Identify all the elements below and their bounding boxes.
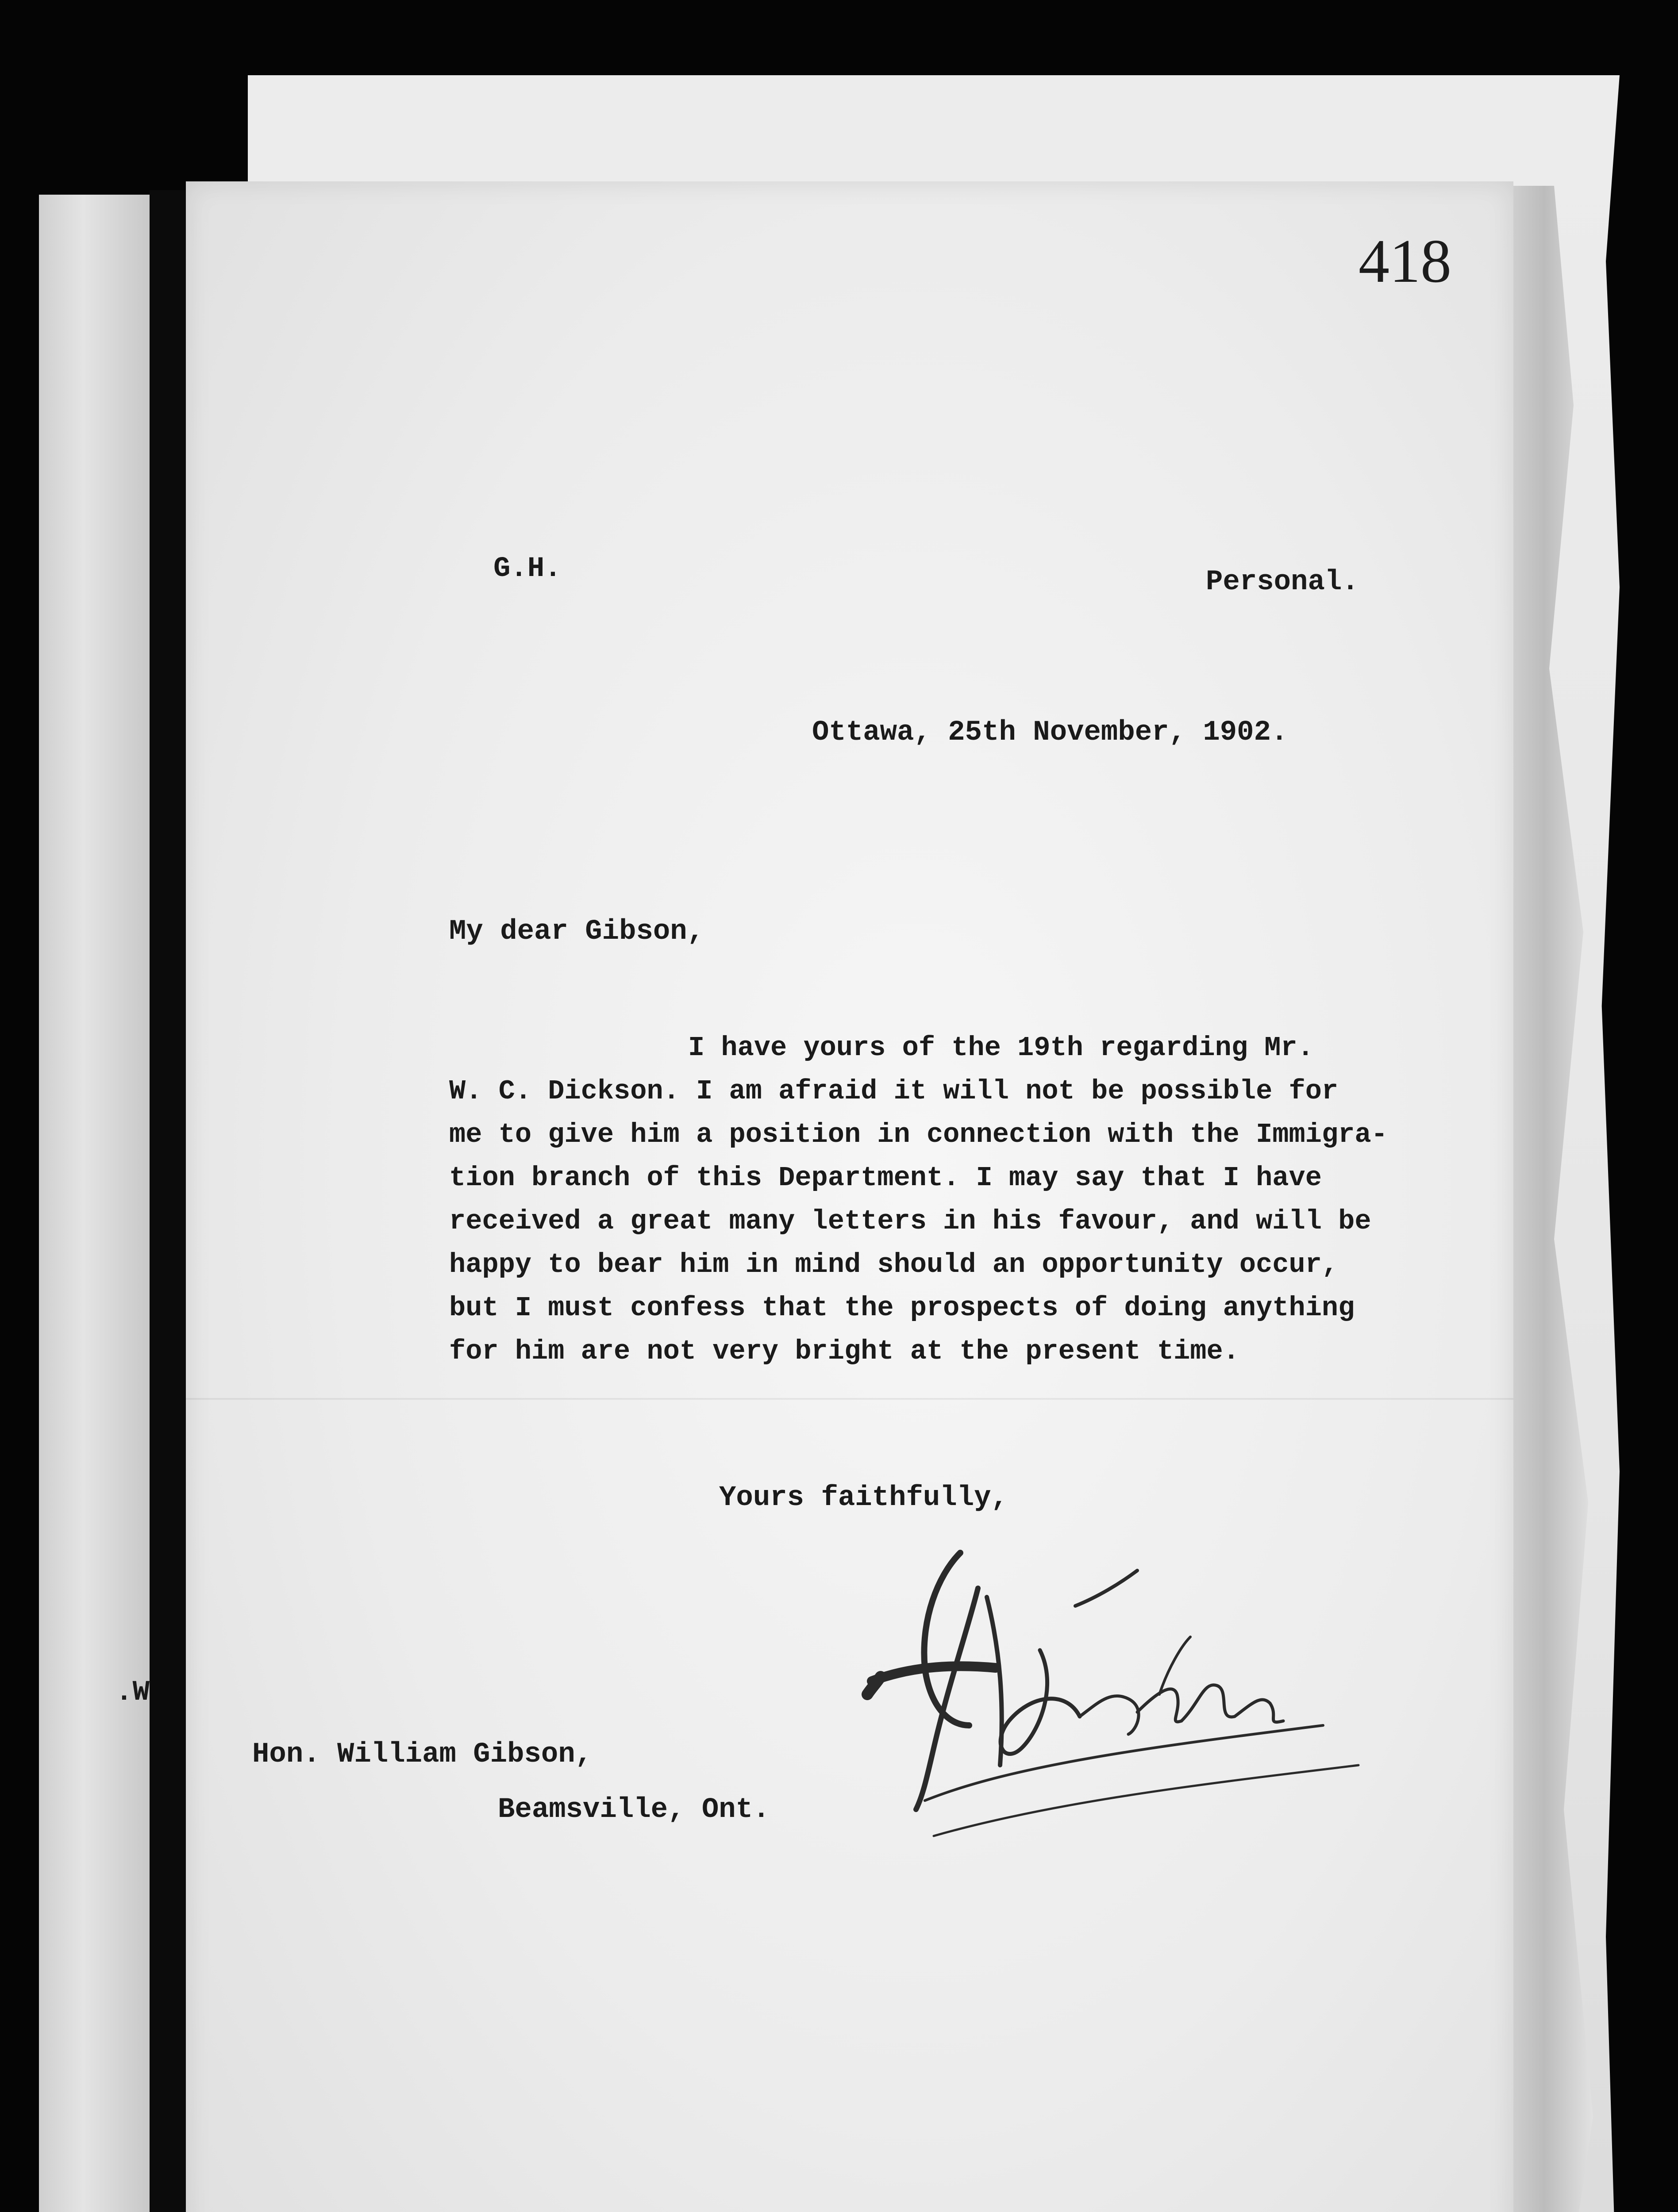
addressee-place: Beamsville, Ont. [498, 1794, 770, 1826]
left-strip-mark: .W [115, 1677, 150, 1709]
body-line: for him are not very bright at the present time. [449, 1336, 1239, 1367]
body-line: me to give him a position in connection with the Immigra- [449, 1119, 1388, 1150]
adjacent-page-strip [39, 195, 150, 2212]
body-line: tion branch of this Department. I may say that I have [449, 1162, 1322, 1194]
file-initials: G.H. [493, 553, 562, 585]
fold-line [186, 1398, 1513, 1400]
body-line: but I must confess that the prospects of doing anything [449, 1292, 1355, 1324]
dateline: Ottawa, 25th November, 1902. [812, 717, 1288, 749]
body-line: W. C. Dickson. I am afraid it will not be possible for [449, 1075, 1339, 1107]
body-line: I have yours of the 19th regarding Mr. [688, 1032, 1314, 1064]
addressee-name: Hon. William Gibson, [252, 1739, 593, 1770]
letter-body [449, 1026, 1388, 1373]
salutation: My dear Gibson, [449, 916, 704, 948]
closing: Yours faithfully, [719, 1482, 1008, 1514]
body-line: happy to bear him in mind should an opportunity occur, [449, 1249, 1339, 1280]
binding-shadow [150, 190, 189, 2212]
body-line: received a great many letters in his favour, and will be [449, 1206, 1371, 1237]
personal-marking: Personal. [1206, 566, 1359, 598]
handwritten-signature [792, 1535, 1447, 1898]
page-number: 418 [1359, 227, 1451, 296]
